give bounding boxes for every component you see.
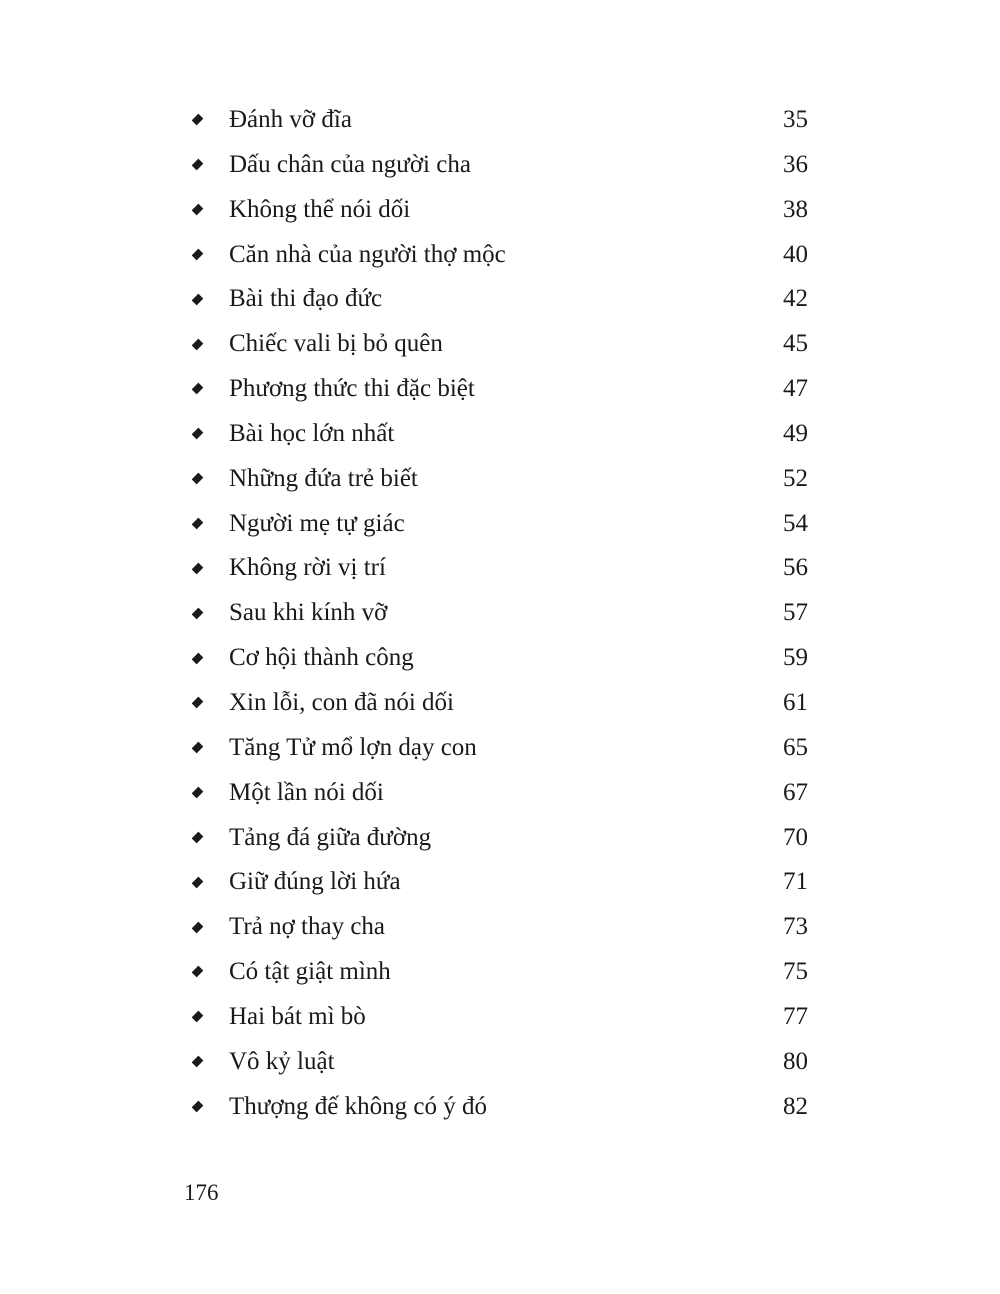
diamond-bullet-icon [192,428,204,440]
toc-entry-page: 36 [783,150,808,178]
toc-entry-title: Những đứa trẻ biết [229,464,418,492]
diamond-bullet-icon [192,876,204,888]
toc-entry-title: Căn nhà của người thợ mộc [229,240,506,268]
toc-entry-page: 52 [783,464,808,492]
toc-entry [188,950,808,995]
toc-entry [188,995,808,1040]
diamond-bullet-icon [192,204,204,216]
diamond-bullet-icon [192,921,204,933]
toc-entry-title: Bài học lớn nhất [229,419,395,447]
toc-entry-title: Phương thức thi đặc biệt [229,375,475,403]
toc-entry [188,905,808,950]
diamond-bullet-icon [192,966,204,978]
toc-entry [188,322,808,367]
diamond-bullet-icon [192,607,204,619]
toc-entry-page: 61 [783,688,808,716]
toc-entry-title: Sau khi kính vỡ [229,599,388,627]
diamond-bullet-icon [192,473,204,485]
toc-entry [188,860,808,905]
toc-entry [188,143,808,188]
toc-entry-title: Không rời vị trí [229,554,386,582]
toc-entry-title: Xin lỗi, con đã nói dối [229,688,454,716]
toc-entry-title: Tăng Tử mổ lợn dạy con [229,733,477,761]
toc-entry [188,771,808,816]
toc-entry [188,546,808,591]
diamond-bullet-icon [192,1101,204,1113]
diamond-bullet-icon [192,383,204,395]
diamond-bullet-icon [192,114,204,126]
toc-entry-title: Một lần nói dối [229,778,384,806]
toc-entry-title: Dấu chân của người cha [229,150,471,178]
diamond-bullet-icon [192,652,204,664]
toc-entry [188,726,808,771]
toc-entry-page: 47 [783,375,808,403]
toc-entry-page: 77 [783,1002,808,1030]
toc-entry-page: 49 [783,419,808,447]
toc-entry-page: 67 [783,778,808,806]
diamond-bullet-icon [192,1011,204,1023]
diamond-bullet-icon [192,293,204,305]
toc-entry-page: 75 [783,958,808,986]
toc-entry-page: 40 [783,240,808,268]
toc-entry-title: Tảng đá giữa đường [229,823,432,851]
toc-entry-title: Đánh vỡ đĩa [229,106,352,133]
diamond-bullet-icon [192,159,204,171]
diamond-bullet-icon [192,338,204,350]
toc-entry-title: Giữ đúng lời hứa [229,868,401,896]
toc-entry-title: Hai bát mì bò [229,1002,366,1030]
toc-entry-page: 38 [783,195,808,223]
toc-entry-title: Trả nợ thay cha [229,913,386,941]
toc-entry [188,412,808,457]
toc-entry-page: 73 [783,913,808,941]
diamond-bullet-icon [192,249,204,261]
toc-entry [188,457,808,502]
toc-entry-page: 54 [783,509,808,537]
toc-entry [188,636,808,681]
toc-entry-page: 45 [783,330,808,358]
toc-entry-title: Người mẹ tự giác [229,509,405,537]
toc-entry-page: 42 [783,285,808,313]
toc-entry [188,1040,808,1085]
page-number: 176 [184,1180,219,1205]
toc-entry-title: Có tật giật mình [229,958,391,986]
diamond-bullet-icon [192,518,204,530]
toc-entry [188,277,808,322]
toc-entry [188,233,808,278]
toc-entry-title: Bài thi đạo đức [229,285,383,313]
toc-entry-page: 71 [783,868,808,896]
diamond-bullet-icon [192,1056,204,1068]
toc-entry [188,502,808,547]
toc-entry-title: Chiếc vali bị bỏ quên [229,330,443,358]
toc-entry-title: Thượng đế không có ý đó [229,1092,487,1120]
diamond-bullet-icon [192,563,204,575]
toc-entry-page: 59 [783,644,808,672]
toc-entry-page: 65 [783,733,808,761]
toc-entry-page: 35 [783,106,808,133]
diamond-bullet-icon [192,697,204,709]
toc-entry-page: 70 [783,823,808,851]
toc-entry [188,367,808,412]
toc-entry [188,98,808,143]
toc-entry-title: Không thể nói dối [229,195,411,223]
toc-entry-page: 56 [783,554,808,582]
toc-entry-page: 80 [783,1047,808,1075]
toc-entry [188,1085,808,1130]
toc-entry-page: 82 [783,1092,808,1120]
table-of-contents [188,98,808,1129]
toc-entry [188,681,808,726]
diamond-bullet-icon [192,832,204,844]
diamond-bullet-icon [192,742,204,754]
toc-entry-page: 57 [783,599,808,627]
toc-entry-title: Cơ hội thành công [229,644,414,672]
toc-entry [188,188,808,233]
toc-entry [188,816,808,861]
diamond-bullet-icon [192,787,204,799]
toc-entry [188,591,808,636]
toc-entry-title: Vô kỷ luật [229,1047,335,1075]
